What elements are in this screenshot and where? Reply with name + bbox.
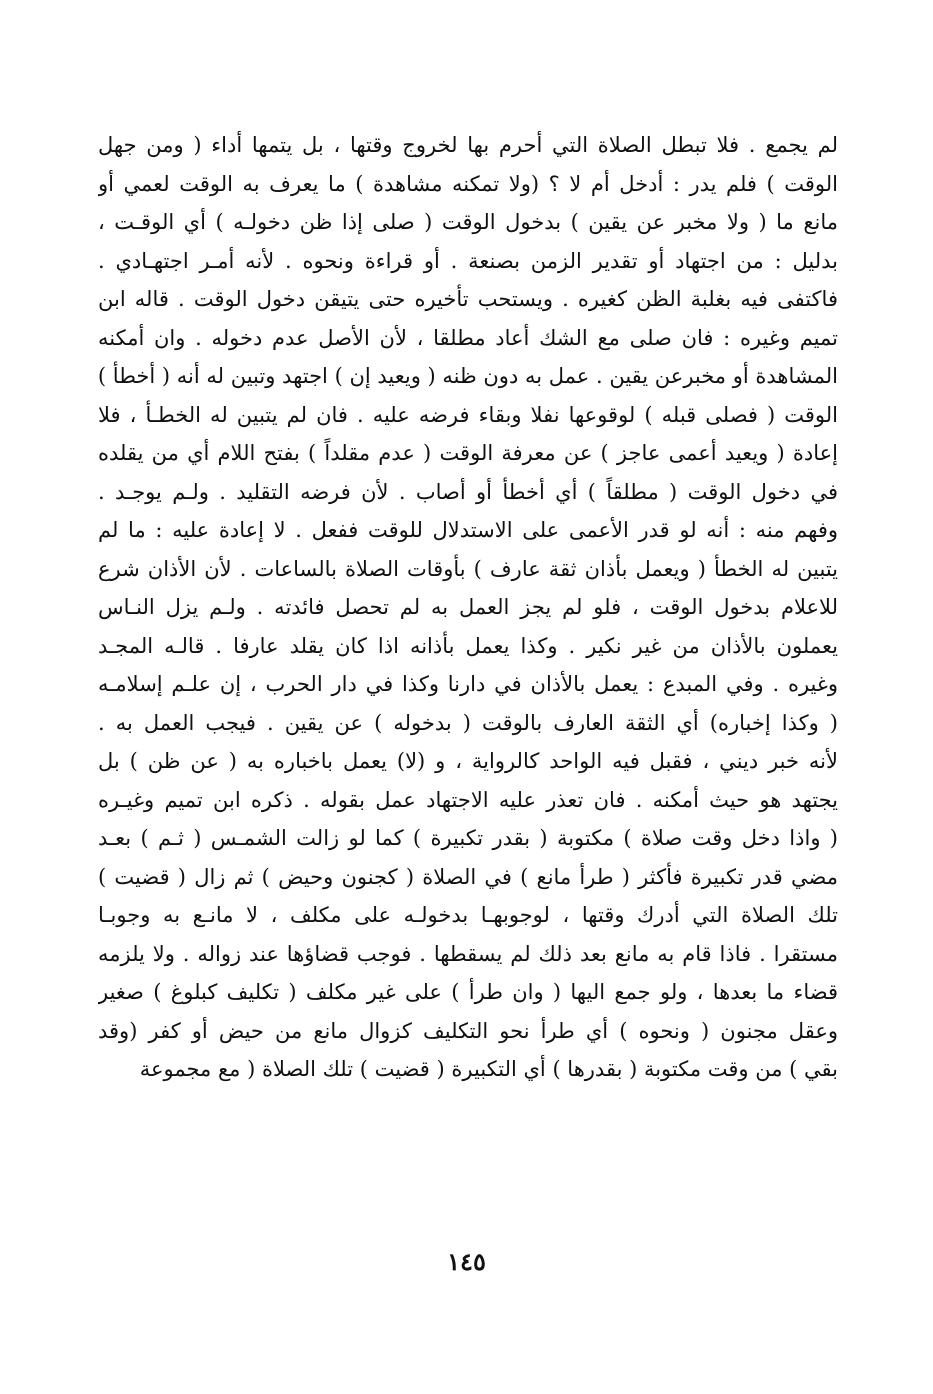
text-line: يتبين له الخطأ ( ويعمل بأذان ثقة عارف ) بأوقات الصلاة بالساعات . لأن الأذان شرع: [98, 556, 838, 581]
text-line: فاكتفى فيه بغلبة الظن كغيره . ويستحب تأخيره حتى يتيقن دخول الوقت . قاله ابن: [98, 287, 838, 311]
text-line: بقي ) من وقت مكتوبة ( بقدرها ) أي التكبيرة ( قضيت ) تلك الصلاة ( مع مجموعة: [139, 1057, 838, 1081]
text-line: مستقرا . فاذا قام به مانع بعد ذلك لم يسقطها . فوجب قضاؤها عند زواله . ولا يلزمه: [98, 941, 838, 966]
page-number: ١٤٥: [447, 1247, 486, 1276]
text-line: مضي قدر تكبيرة فأكثر ( طرأ مانع ) في الصلاة ( كجنون وحيض ) ثم زال ( قضيت ): [98, 864, 838, 889]
text-line: مانع ما ( ولا مخبر عن يقين ) بدخول الوقت ( صلى إذا ظن دخولـه ) أي الوقـت ،: [98, 210, 838, 234]
text-line: ( وكذا إخباره) أي الثقة العارف بالوقت ( بدخوله ) عن يقين . فيجب العمل به .: [98, 710, 838, 735]
text-line: تلك الصلاة التي أدرك وقتها ، لوجوبهـا بدخولـه على مكلف ، لا مانـع به وجوبـا: [98, 903, 838, 927]
text-line: تميم وغيره : فان صلى مع الشك أعاد مطلقا ، لأن الأصل عدم دخوله . وان أمكنه: [98, 325, 838, 350]
text-line: وفهم منه : أنه لو قدر الأعمى على الاستدلال للوقت ففعل . لا إعادة عليه : ما لم: [98, 518, 838, 542]
text-line: يجتهد هو حيث أمكنه . فان تعذر عليه الاجتهاد عمل بقوله . ذكره ابن تميم وغيـره: [98, 787, 838, 812]
text-line: المشاهدة أو مخبرعن يقين . عمل به دون ظنه ( ويعيد إن ) اجتهد وتبين له أنه ( أخطأ ): [98, 364, 838, 388]
text-line: الوقت ( فصلى قبله ) لوقوعها نفلا وبقاء فرضه عليه . فان لم يتبين له الخطـأ ، فلا: [98, 402, 838, 427]
text-line: لأنه خبر ديني ، فقبل فيه الواحد كالرواية ، و (لا) يعمل باخباره به ( عن ظن ) بل: [98, 749, 838, 773]
text-line: إعادة ( ويعيد أعمى عاجز ) عن معرفة الوقت ( عدم مقلداً ) بفتح اللام أي من يقلده: [98, 441, 838, 465]
text-line: وغيره . وفي المبدع : يعمل بالأذان في دارنا وكذا في دار الحرب ، إن علـم إسلامـه: [98, 672, 838, 696]
text-line: وعقل مجنون ( ونحوه ) أي طرأ نحو التكليف كزوال مانع من حيض أو كفر (وقد: [98, 1018, 838, 1043]
text-line: ( واذا دخل وقت صلاة ) مكتوبة ( بقدر تكبيرة ) كما لو زالت الشمـس ( ثـم ) بعـد: [98, 826, 838, 850]
text-line: يعملون بالأذان من غير نكير . وكذا يعمل بأذانه اذا كان يقلد عارفا . قالـه المجـد: [98, 633, 838, 658]
text-line: الوقت ) فلم يدر : أدخل أم لا ؟ (ولا تمكنه مشاهدة ) ما يعرف به الوقت لعمي أو: [98, 171, 838, 196]
page-body-text: [98, 126, 838, 1089]
text-line: قضاء ما بعدها ، ولو جمع اليها ( وان طرأ ) على غير مكلف ( تكليف كبلوغ ) صغير: [98, 980, 838, 1004]
text-line: للاعلام بدخول الوقت ، فلو لم يجز العمل به لم تحصل فائدته . ولـم يزل النـاس: [98, 595, 838, 619]
text-line: بدليل : من اجتهاد أو تقدير الزمن بصنعة . أو قراءة ونحوه . لأنه أمـر اجتهـادي .: [98, 248, 838, 273]
text-line: لم يجمع . فلا تبطل الصلاة التي أحرم بها لخروج وقتها ، بل يتمها أداء ( ومن جهل: [98, 133, 838, 157]
text-line: في دخول الوقت ( مطلقاً ) أي أخطأ أو أصاب . لأن فرضه التقليد . ولـم يوجـد .: [98, 479, 838, 504]
